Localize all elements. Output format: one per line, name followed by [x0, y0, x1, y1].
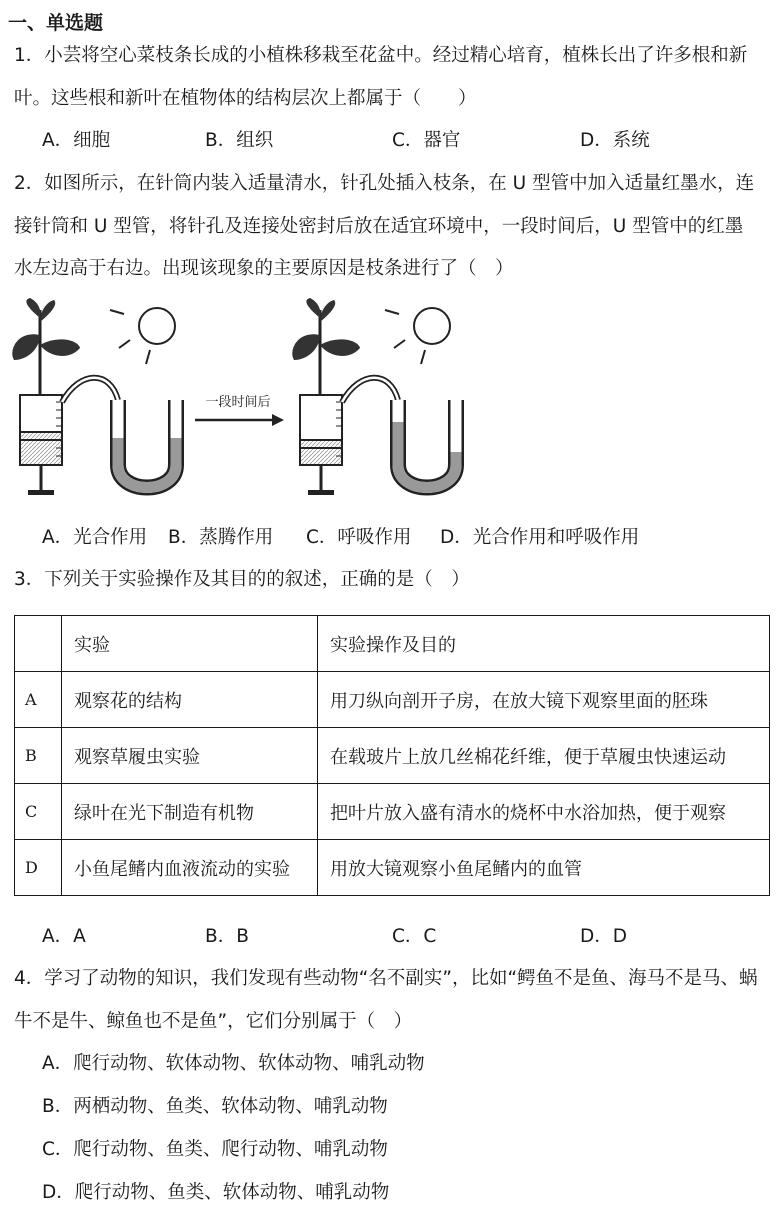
section-title: 一、单选题 [8, 12, 104, 34]
q2-option-d[interactable]: D．光合作用和呼吸作用 [440, 527, 640, 548]
q3-table [14, 615, 770, 896]
q1-option-a[interactable]: A．细胞 [42, 130, 111, 151]
table-cell: 小鱼尾鳍内血液流动的实验 [62, 840, 318, 896]
sun-icon-left [110, 308, 175, 364]
sun-icon-right [385, 308, 450, 364]
table-row [15, 728, 770, 784]
table-cell: 在载玻片上放几丝棉花纤维，便于草履虫快速运动 [318, 728, 770, 784]
table-header-row [15, 616, 770, 672]
table-cell: C [15, 784, 62, 840]
table-cell: 把叶片放入盛有清水的烧杯中水浴加热，便于观察 [318, 784, 770, 840]
q2-experiment-figure [0, 290, 784, 510]
table-header-cell: 实验操作及目的 [318, 616, 770, 672]
q2-line-2: 接针筒和 U 型管，将针孔及连接处密封后放在适宜环境中，一段时间后，U 型管中的红墨 [14, 216, 744, 237]
q4-option-c[interactable]: C．爬行动物、鱼类、爬行动物、哺乳动物 [42, 1139, 388, 1160]
q2-option-b[interactable]: B．蒸腾作用 [168, 527, 274, 548]
table-row [15, 672, 770, 728]
q4-option-d[interactable]: D．爬行动物、鱼类、软体动物、哺乳动物 [42, 1182, 390, 1203]
setup-after [292, 298, 456, 495]
q2-option-a[interactable]: A．光合作用 [42, 527, 148, 548]
table-header-cell: 实验 [62, 616, 318, 672]
table-cell: 绿叶在光下制造有机物 [62, 784, 318, 840]
table-row [15, 784, 770, 840]
q1-line-2: 叶。这些根和新叶在植物体的结构层次上都属于（ ） [14, 88, 477, 109]
q2-option-c[interactable]: C．呼吸作用 [306, 527, 412, 548]
table-cell: 观察花的结构 [62, 672, 318, 728]
table-cell: A [15, 672, 62, 728]
q1-line-1: 1．小芸将空心菜枝条长成的小植株移栽至花盆中。经过精心培育，植株长出了许多根和新 [14, 45, 748, 66]
q3-option-d[interactable]: D．D [580, 926, 627, 947]
q3-option-b[interactable]: B．B [205, 926, 249, 947]
q3-line: 3．下列关于实验操作及其目的的叙述，正确的是（ ） [14, 569, 470, 590]
arrow-label: 一段时间后 [205, 395, 271, 410]
table-cell: 观察草履虫实验 [62, 728, 318, 784]
setup-before [12, 298, 176, 495]
table-cell: D [15, 840, 62, 896]
q4-option-b[interactable]: B．两栖动物、鱼类、软体动物、哺乳动物 [42, 1096, 388, 1117]
q2-line-1: 2．如图所示，在针筒内装入适量清水，针孔处插入枝条，在 U 型管中加入适量红墨水，连 [14, 173, 755, 194]
q3-option-a[interactable]: A．A [42, 926, 86, 947]
q1-option-d[interactable]: D．系统 [580, 130, 650, 151]
table-cell: B [15, 728, 62, 784]
q2-line-3: 水左边高于右边。出现该现象的主要原因是枝条进行了（ ） [14, 258, 514, 279]
q4-line-1: 4．学习了动物的知识，我们发现有些动物“名不副实”，比如“鳄鱼不是鱼、海马不是马、蜗 [14, 968, 758, 989]
table-header-cell [15, 616, 62, 672]
table-row [15, 840, 770, 896]
table-cell: 用放大镜观察小鱼尾鳍内的血管 [318, 840, 770, 896]
q4-option-a[interactable]: A．爬行动物、软体动物、软体动物、哺乳动物 [42, 1053, 425, 1074]
time-arrow [195, 414, 284, 426]
q1-option-c[interactable]: C．器官 [392, 130, 461, 151]
q1-option-b[interactable]: B．组织 [205, 130, 274, 151]
q4-line-2: 牛不是牛、鲸鱼也不是鱼”，它们分别属于（ ） [14, 1011, 413, 1032]
table-cell: 用刀纵向剖开子房，在放大镜下观察里面的胚珠 [318, 672, 770, 728]
q3-option-c[interactable]: C．C [392, 926, 437, 947]
